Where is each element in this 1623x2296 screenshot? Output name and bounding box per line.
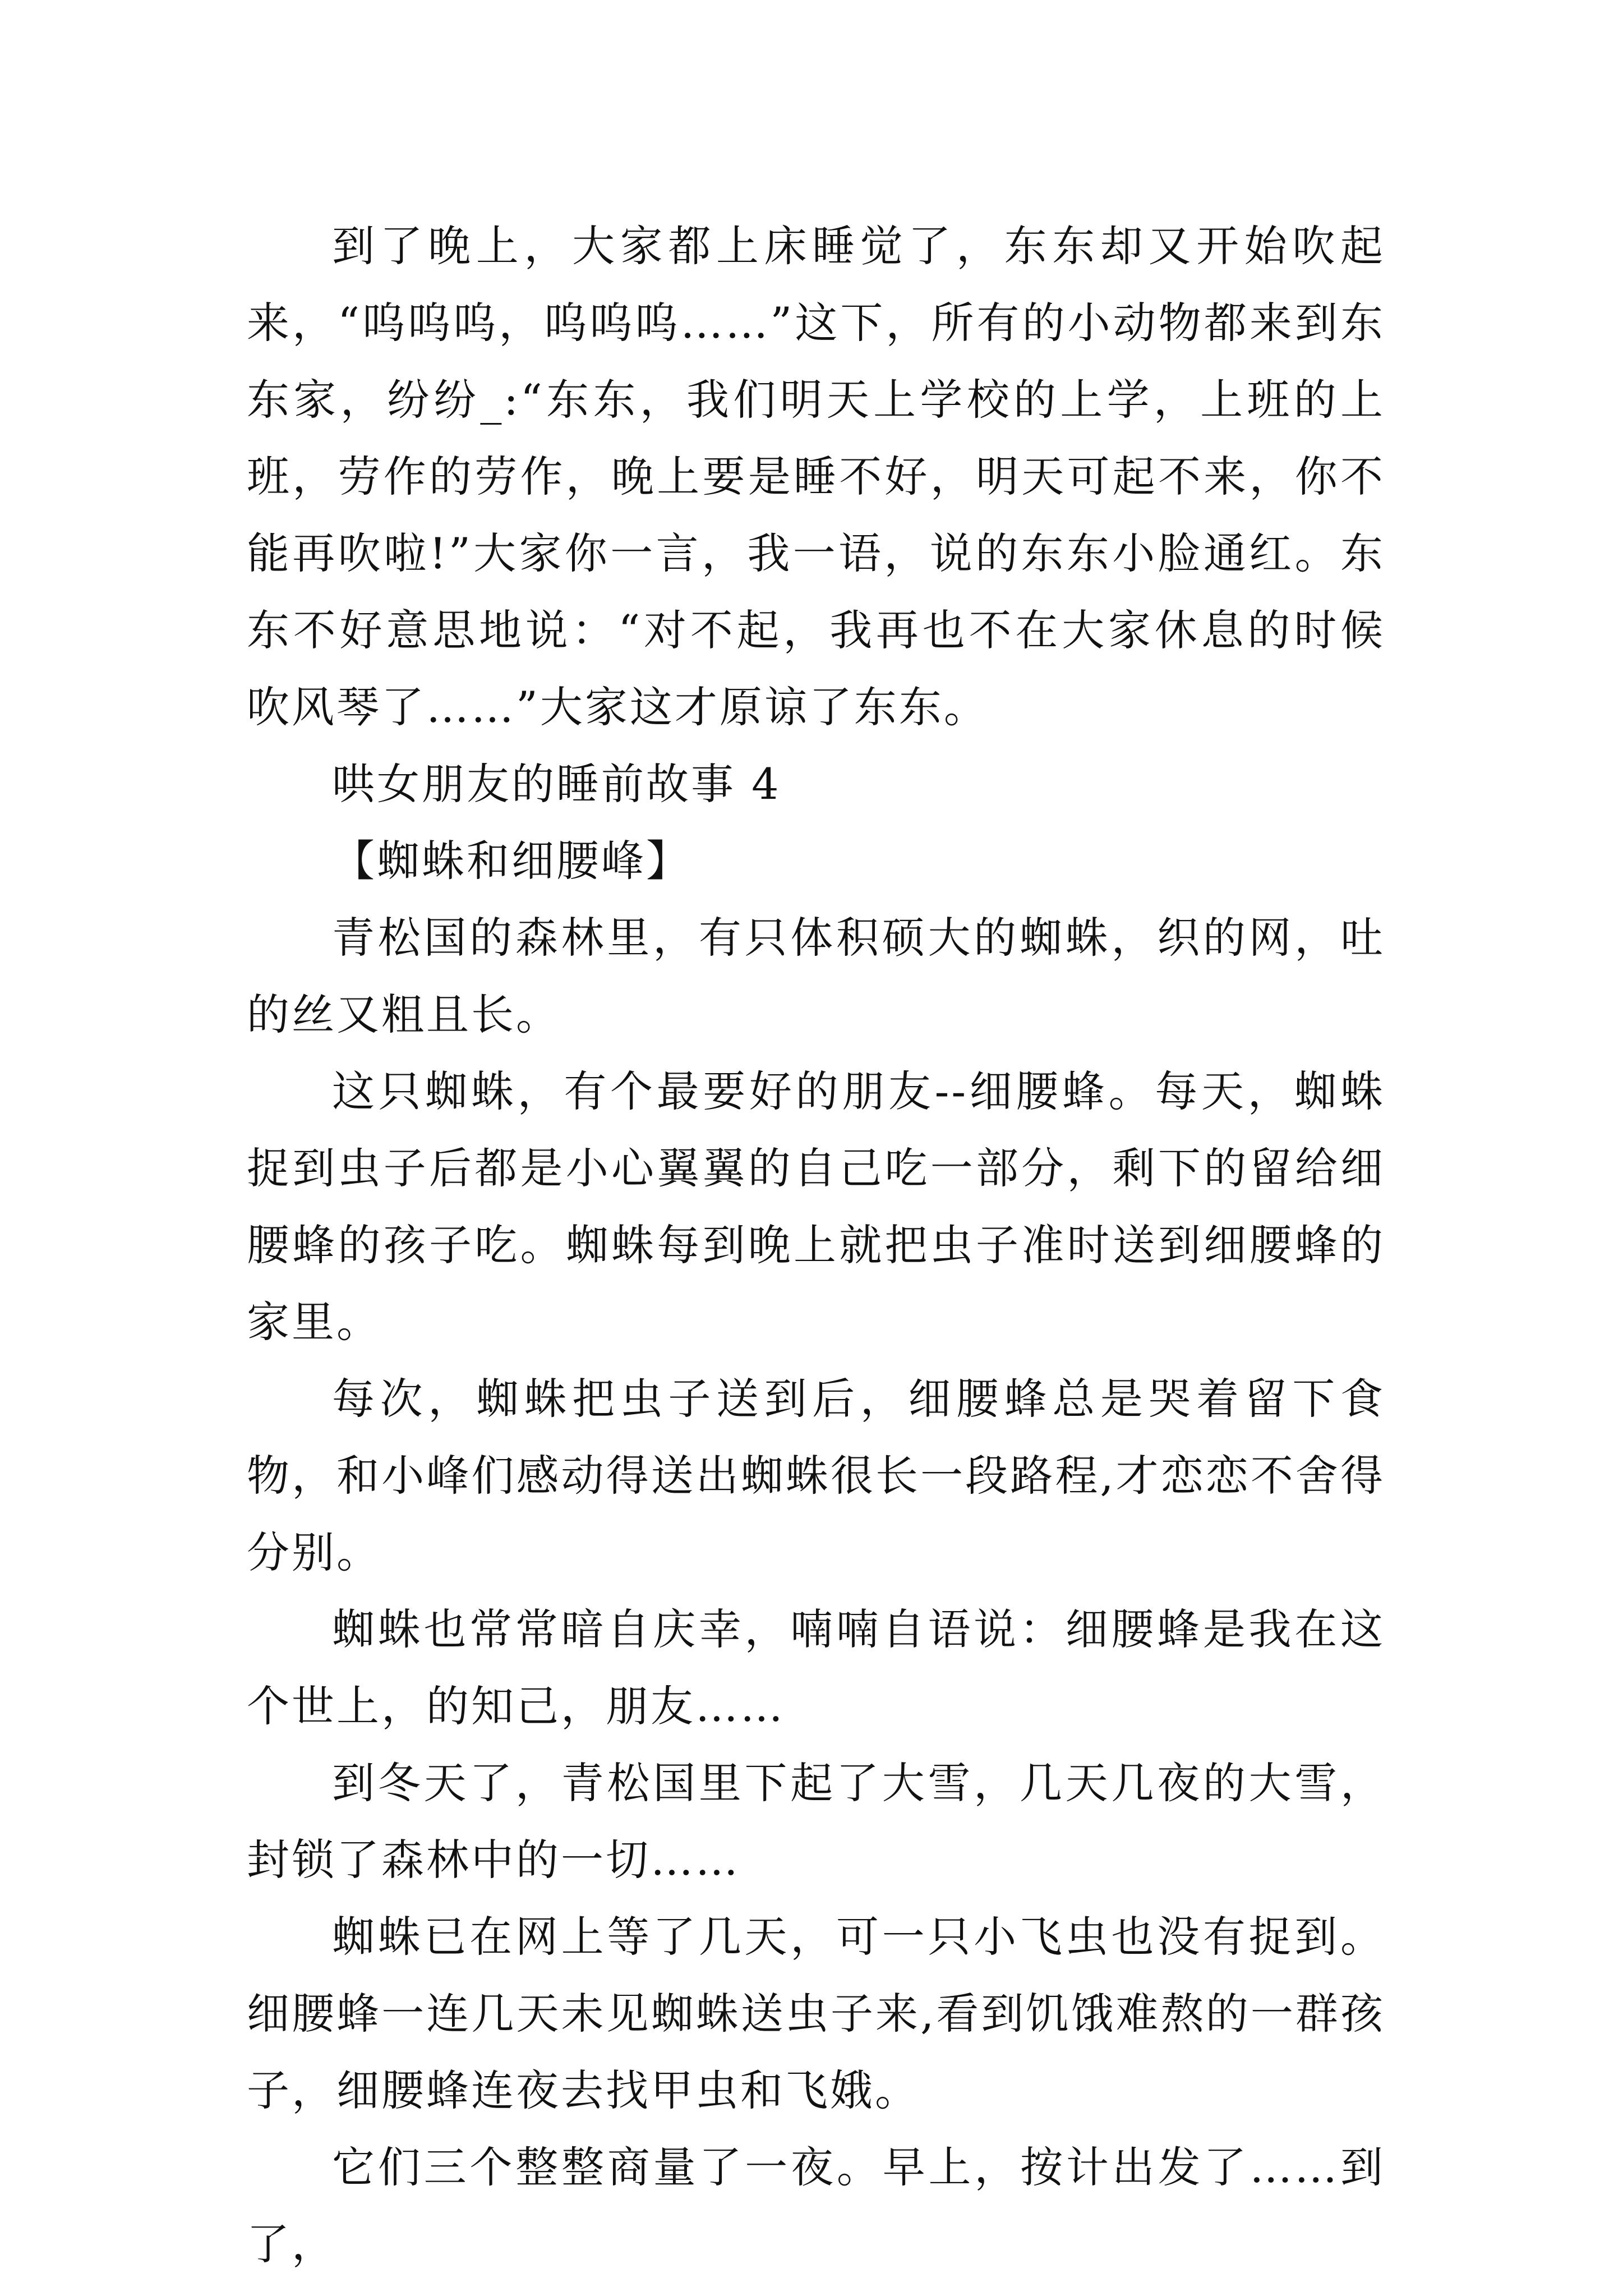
document-body bbox=[247, 208, 1385, 2283]
paragraph-waiting: 蜘蛛已在网上等了几天，可一只小飞虫也没有捉到。细腰蜂一连几天未见蜘蛛送虫子来,看到饥饿难熬的一群孩子，细腰蜂连夜去找甲虫和飞娥。 bbox=[247, 1912, 1385, 2115]
paragraph-fortunate: 蜘蛛也常常暗自庆幸，喃喃自语说：细腰蜂是我在这个世上，的知己，朋友…… bbox=[247, 1604, 1385, 1731]
paragraph-spider-intro: 青松国的森林里，有只体积硕大的蜘蛛，织的网，吐的丝又粗且长。 bbox=[247, 913, 1385, 1039]
paragraph-winter: 到冬天了，青松国里下起了大雪，几天几夜的大雪，封锁了森林中的一切…… bbox=[247, 1758, 1385, 1885]
story-heading: 哄女朋友的睡前故事 4 bbox=[332, 759, 781, 809]
paragraph-evening: 到了晚上，大家都上床睡觉了，东东却又开始吹起来，“呜呜呜，呜呜呜……”这下，所有的小动物都来到东东家，纷纷_:“东东，我们明天上学校的上学，上班的上班，劳作的劳作，晚上要是睡不好，明天可起不来，你不能再吹啦!”大家你一言，我一语，说的东东小脸通红。东东不好意思地说：“对不起，我再也不在大家休息的时候吹风琴了……”大家这才原谅了东东。 bbox=[247, 221, 1385, 732]
paragraph-plan: 它们三个整整商量了一夜。早上，按计出发了……到了， bbox=[247, 2142, 1385, 2269]
story-title: 【蜘蛛和细腰峰】 bbox=[332, 836, 691, 886]
paragraph-every-time: 每次，蜘蛛把虫子送到后，细腰蜂总是哭着留下食物，和小峰们感动得送出蜘蛛很长一段路程,才恋恋不舍得分别。 bbox=[247, 1374, 1385, 1577]
paragraph-friend: 这只蜘蛛，有个最要好的朋友--细腰蜂。每天，蜘蛛捉到虫子后都是小心翼翼的自己吃一部分，剩下的留给细腰蜂的孩子吃。蜘蛛每到晚上就把虫子准时送到细腰蜂的家里。 bbox=[247, 1066, 1385, 1347]
